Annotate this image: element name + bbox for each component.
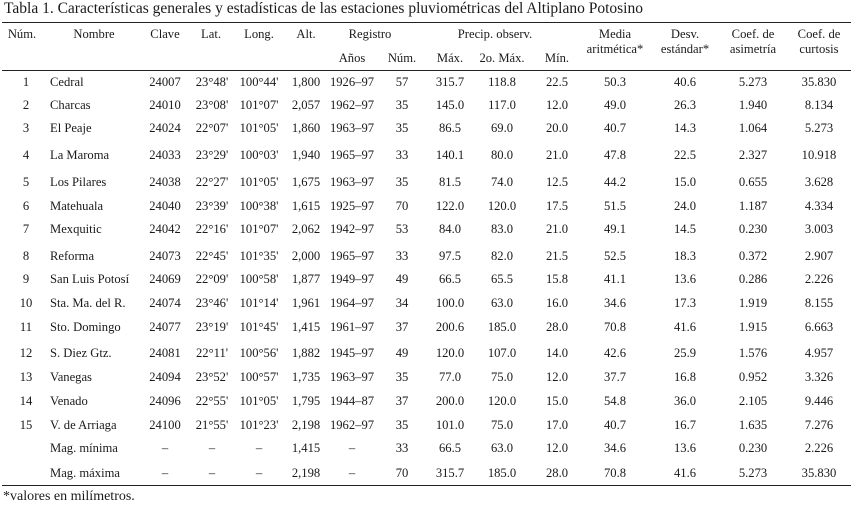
header-curtosis: [798, 27, 841, 57]
cell-media: 40.7: [603, 121, 627, 135]
cell-clave: –: [161, 441, 169, 455]
cell-nombre: Mexquitic: [50, 222, 102, 236]
header-alt: Alt.: [296, 27, 316, 41]
cell-num: 10: [19, 296, 33, 310]
cell-asimetria: 1.635: [738, 418, 768, 432]
cell-min: 20.0: [545, 121, 569, 135]
cell-anos: 1965–97: [329, 249, 375, 263]
cell-media: 70.8: [603, 320, 627, 334]
header-media: [587, 27, 644, 57]
cell-nombre: La Maroma: [50, 148, 110, 162]
cell-anos: 1961–97: [329, 320, 375, 334]
header-asimetria-line2: asimetría: [729, 42, 777, 56]
cell-max: 100.0: [435, 296, 465, 310]
header-nombre: Nombre: [73, 27, 115, 41]
cell-long: 100°44': [239, 75, 279, 89]
cell-nombre: Mag. mínima: [50, 441, 118, 455]
cell-asimetria: 1.064: [738, 121, 768, 135]
cell-registro-num: 37: [395, 394, 409, 408]
header-curtosis-line1: Coef. de: [797, 27, 841, 41]
cell-anos: –: [348, 441, 356, 455]
cell-desv: 17.3: [673, 296, 697, 310]
cell-alt: 1,860: [291, 121, 321, 135]
cell-clave: 24081: [149, 346, 181, 360]
table-caption: Tabla 1. Características generales y estadísticas de las estaciones pluviométricas del Altiplano Potosino: [4, 0, 643, 17]
cell-desv: 41.6: [673, 320, 697, 334]
cell-desv: 14.5: [673, 222, 697, 236]
bottom-rule: [2, 485, 851, 486]
cell-nombre: Los Pilares: [50, 175, 107, 189]
cell-long: 100°38': [239, 199, 279, 213]
cell-clave: 24033: [149, 148, 181, 162]
cell-nombre: Reforma: [50, 249, 95, 263]
cell-registro-num: 35: [395, 98, 409, 112]
cell-num: 2: [22, 98, 30, 112]
header-desv-line2: estándar*: [660, 42, 710, 56]
cell-num: 12: [19, 346, 33, 360]
header-registro: Registro: [348, 27, 392, 41]
cell-anos: 1942–97: [329, 222, 375, 236]
cell-desv: 13.6: [673, 272, 697, 286]
cell-max: 200.0: [435, 394, 465, 408]
header-segundo-max: 2o. Máx.: [479, 51, 525, 65]
cell-media: 34.6: [603, 441, 627, 455]
cell-min: 14.0: [545, 346, 569, 360]
cell-desv: 18.3: [673, 249, 697, 263]
cell-lat: 22°11': [195, 346, 229, 360]
cell-curtosis: 4.957: [804, 346, 834, 360]
cell-alt: 1,735: [291, 370, 321, 384]
cell-segundo-max: 69.0: [490, 121, 514, 135]
cell-desv: 16.7: [673, 418, 697, 432]
cell-registro-num: 57: [395, 75, 409, 89]
cell-media: 49.1: [603, 222, 627, 236]
header-curtosis-line2: curtosis: [799, 42, 839, 56]
cell-long: 100°57': [239, 370, 279, 384]
cell-registro-num: 49: [395, 272, 409, 286]
cell-asimetria: 0.230: [738, 441, 768, 455]
cell-asimetria: 0.372: [738, 249, 768, 263]
cell-segundo-max: 65.5: [490, 272, 514, 286]
cell-lat: 22°45': [195, 249, 229, 263]
cell-desv: 13.6: [673, 441, 697, 455]
cell-lat: 21°55': [195, 418, 229, 432]
cell-desv: 15.0: [673, 175, 697, 189]
cell-nombre: San Luis Potosí: [50, 272, 130, 286]
cell-min: 28.0: [545, 466, 569, 480]
cell-curtosis: 3.003: [804, 222, 834, 236]
cell-max: 145.0: [435, 98, 465, 112]
cell-lat: –: [208, 441, 216, 455]
cell-asimetria: 0.286: [738, 272, 768, 286]
cell-max: 140.1: [435, 148, 465, 162]
cell-media: 54.8: [603, 394, 627, 408]
cell-lat: 23°29': [195, 148, 229, 162]
cell-long: 101°07': [239, 222, 279, 236]
cell-anos: 1944–87: [329, 394, 375, 408]
cell-segundo-max: 185.0: [487, 320, 517, 334]
cell-alt: 1,882: [291, 346, 321, 360]
cell-asimetria: 1.576: [738, 346, 768, 360]
cell-min: 15.8: [545, 272, 569, 286]
cell-clave: 24069: [149, 272, 181, 286]
cell-lat: 23°19': [195, 320, 229, 334]
header-anos: Años: [338, 51, 366, 65]
cell-lat: 22°16': [195, 222, 229, 236]
cell-long: 101°05': [239, 121, 279, 135]
cell-media: 42.6: [603, 346, 627, 360]
cell-desv: 25.9: [673, 346, 697, 360]
cell-clave: 24010: [149, 98, 181, 112]
cell-curtosis: 35.830: [801, 466, 837, 480]
cell-media: 52.5: [603, 249, 627, 263]
cell-long: 101°23': [239, 418, 279, 432]
cell-segundo-max: 120.0: [487, 199, 517, 213]
cell-lat: 23°52': [195, 370, 229, 384]
cell-registro-num: 35: [395, 370, 409, 384]
cell-registro-num: 70: [395, 199, 409, 213]
cell-num: 13: [19, 370, 33, 384]
cell-alt: 2,198: [291, 418, 321, 432]
cell-max: 315.7: [435, 466, 465, 480]
cell-media: 37.7: [603, 370, 627, 384]
cell-nombre: Vanegas: [50, 370, 92, 384]
header-desv: [661, 27, 709, 57]
cell-anos: 1925–97: [329, 199, 375, 213]
header-precip: Precip. observ.: [457, 27, 533, 41]
cell-nombre: Cedral: [50, 75, 84, 89]
cell-curtosis: 3.326: [804, 370, 834, 384]
cell-segundo-max: 118.8: [488, 75, 516, 89]
cell-alt: 1,615: [291, 199, 321, 213]
cell-nombre: V. de Arriaga: [50, 418, 117, 432]
cell-num: 8: [22, 249, 30, 263]
cell-num: 7: [22, 222, 30, 236]
cell-media: 70.8: [603, 466, 627, 480]
header-lat: Lat.: [201, 27, 221, 41]
header-num: Núm.: [7, 27, 37, 41]
header-min: Mín.: [544, 51, 570, 65]
cell-lat: –: [208, 466, 216, 480]
cell-asimetria: 1.187: [738, 199, 768, 213]
cell-desv: 26.3: [673, 98, 697, 112]
cell-long: 101°45': [239, 320, 279, 334]
cell-alt: 1,800: [291, 75, 321, 89]
cell-min: 16.0: [545, 296, 569, 310]
cell-media: 49.0: [603, 98, 627, 112]
cell-num: 6: [22, 199, 30, 213]
cell-media: 47.8: [603, 148, 627, 162]
cell-num: 15: [19, 418, 33, 432]
cell-nombre: Sta. Ma. del R.: [50, 296, 126, 310]
cell-alt: 1,961: [291, 296, 321, 310]
cell-media: 41.1: [603, 272, 627, 286]
cell-num: 5: [22, 175, 30, 189]
cell-long: 100°58': [239, 272, 279, 286]
cell-media: 51.5: [603, 199, 627, 213]
cell-long: 101°05': [239, 394, 279, 408]
cell-clave: 24007: [149, 75, 181, 89]
cell-registro-num: 33: [395, 441, 409, 455]
cell-max: 101.0: [435, 418, 465, 432]
cell-curtosis: 8.155: [804, 296, 834, 310]
cell-alt: 2,000: [291, 249, 321, 263]
cell-curtosis: 10.918: [801, 148, 837, 162]
cell-curtosis: 2.907: [804, 249, 834, 263]
cell-nombre: Mag. máxima: [50, 466, 120, 480]
cell-registro-num: 35: [395, 418, 409, 432]
cell-num: 1: [22, 75, 30, 89]
cell-segundo-max: 63.0: [490, 441, 514, 455]
cell-max: 122.0: [435, 199, 465, 213]
cell-desv: 14.3: [673, 121, 697, 135]
cell-registro-num: 34: [395, 296, 409, 310]
cell-desv: 16.8: [673, 370, 697, 384]
cell-alt: 1,795: [291, 394, 321, 408]
cell-registro-num: 33: [395, 249, 409, 263]
cell-lat: 23°08': [195, 98, 229, 112]
cell-min: 21.0: [545, 222, 569, 236]
cell-desv: 22.5: [673, 148, 697, 162]
cell-nombre: Venado: [50, 394, 88, 408]
cell-clave: 24100: [149, 418, 181, 432]
cell-desv: 24.0: [673, 199, 697, 213]
cell-long: 101°35': [239, 249, 279, 263]
cell-lat: 22°07': [195, 121, 229, 135]
cell-min: 12.0: [545, 98, 569, 112]
cell-lat: 23°39': [195, 199, 229, 213]
cell-max: 66.5: [438, 441, 462, 455]
cell-asimetria: 0.655: [738, 175, 768, 189]
cell-curtosis: 2.226: [804, 272, 834, 286]
cell-curtosis: 3.628: [804, 175, 834, 189]
cell-anos: 1962–97: [329, 98, 375, 112]
header-media-line2: aritmética*: [586, 42, 644, 56]
cell-anos: 1949–97: [329, 272, 375, 286]
cell-alt: 2,057: [291, 98, 321, 112]
cell-min: 15.0: [545, 394, 569, 408]
cell-registro-num: 35: [395, 175, 409, 189]
cell-registro-num: 37: [395, 320, 409, 334]
cell-anos: 1964–97: [329, 296, 375, 310]
cell-anos: 1962–97: [329, 418, 375, 432]
cell-alt: 1,415: [291, 320, 321, 334]
cell-lat: 22°27': [195, 175, 229, 189]
cell-media: 44.2: [603, 175, 627, 189]
cell-asimetria: 5.273: [738, 466, 768, 480]
cell-segundo-max: 75.0: [490, 418, 514, 432]
cell-asimetria: 2.327: [738, 148, 768, 162]
cell-long: 100°03': [239, 148, 279, 162]
header-max: Máx.: [436, 51, 464, 65]
cell-clave: 24024: [149, 121, 181, 135]
cell-registro-num: 33: [395, 148, 409, 162]
cell-min: 17.5: [545, 199, 569, 213]
cell-lat: 22°55': [195, 394, 229, 408]
cell-clave: 24077: [149, 320, 181, 334]
cell-registro-num: 53: [395, 222, 409, 236]
cell-min: 22.5: [545, 75, 569, 89]
cell-max: 97.5: [438, 249, 462, 263]
cell-segundo-max: 185.0: [487, 466, 517, 480]
cell-max: 77.0: [438, 370, 462, 384]
cell-asimetria: 1.940: [738, 98, 768, 112]
cell-segundo-max: 83.0: [490, 222, 514, 236]
cell-segundo-max: 82.0: [490, 249, 514, 263]
cell-clave: 24073: [149, 249, 181, 263]
top-rule: [2, 22, 851, 23]
cell-max: 200.6: [435, 320, 465, 334]
header-clave: Clave: [150, 27, 180, 41]
cell-desv: 41.6: [673, 466, 697, 480]
cell-alt: 1,675: [291, 175, 321, 189]
cell-min: 12.0: [545, 441, 569, 455]
cell-alt: 1,877: [291, 272, 321, 286]
cell-curtosis: 35.830: [801, 75, 837, 89]
cell-asimetria: 2.105: [738, 394, 768, 408]
header-long: Long.: [244, 27, 274, 41]
cell-long: 101°14': [239, 296, 279, 310]
cell-clave: 24040: [149, 199, 181, 213]
cell-num: 4: [22, 148, 30, 162]
cell-max: 66.5: [438, 272, 462, 286]
cell-segundo-max: 63.0: [490, 296, 514, 310]
cell-curtosis: 8.134: [804, 98, 834, 112]
cell-segundo-max: 107.0: [487, 346, 517, 360]
cell-anos: 1926–97: [329, 75, 375, 89]
cell-min: 17.0: [545, 418, 569, 432]
cell-clave: 24042: [149, 222, 181, 236]
cell-asimetria: 1.915: [738, 320, 768, 334]
cell-anos: –: [348, 466, 356, 480]
cell-num: 9: [22, 272, 30, 286]
cell-anos: 1965–97: [329, 148, 375, 162]
header-rule: [2, 70, 851, 71]
cell-segundo-max: 75.0: [490, 370, 514, 384]
cell-clave: 24074: [149, 296, 181, 310]
cell-max: 81.5: [438, 175, 462, 189]
cell-long: 101°05': [239, 175, 279, 189]
cell-segundo-max: 74.0: [490, 175, 514, 189]
cell-anos: 1963–97: [329, 370, 375, 384]
cell-min: 21.0: [545, 148, 569, 162]
header-asimetria: [730, 27, 776, 57]
cell-registro-num: 35: [395, 121, 409, 135]
cell-num: 11: [19, 320, 33, 334]
cell-long: 101°07': [239, 98, 279, 112]
cell-alt: 2,198: [291, 466, 321, 480]
cell-nombre: Charcas: [50, 98, 91, 112]
cell-curtosis: 4.334: [804, 199, 834, 213]
cell-anos: 1945–97: [329, 346, 375, 360]
cell-asimetria: 0.952: [738, 370, 768, 384]
cell-alt: 1,940: [291, 148, 321, 162]
cell-anos: 1963–97: [329, 175, 375, 189]
cell-nombre: S. Diez Gtz.: [50, 346, 112, 360]
cell-lat: 23°48': [195, 75, 229, 89]
cell-lat: 23°46': [195, 296, 229, 310]
cell-long: –: [255, 441, 263, 455]
cell-segundo-max: 117.0: [488, 98, 516, 112]
cell-num: 14: [19, 394, 33, 408]
header-asimetria-line1: Coef. de: [731, 27, 775, 41]
cell-nombre: Sto. Domingo: [50, 320, 121, 334]
cell-nombre: Matehuala: [50, 199, 104, 213]
cell-curtosis: 7.276: [804, 418, 834, 432]
footnote: *valores en milímetros.: [3, 489, 135, 504]
cell-long: 100°56': [239, 346, 279, 360]
cell-media: 40.7: [603, 418, 627, 432]
cell-min: 21.5: [545, 249, 569, 263]
cell-nombre: El Peaje: [50, 121, 92, 135]
cell-clave: 24096: [149, 394, 181, 408]
cell-asimetria: 0.230: [738, 222, 768, 236]
cell-desv: 36.0: [673, 394, 697, 408]
cell-curtosis: 5.273: [804, 121, 834, 135]
cell-media: 34.6: [603, 296, 627, 310]
cell-alt: 2,062: [291, 222, 321, 236]
cell-clave: 24094: [149, 370, 181, 384]
cell-curtosis: 2.226: [804, 441, 834, 455]
cell-curtosis: 9.446: [804, 394, 834, 408]
header-media-line1: Media: [598, 27, 632, 41]
cell-registro-num: 49: [395, 346, 409, 360]
cell-desv: 40.6: [673, 75, 697, 89]
cell-min: 12.5: [545, 175, 569, 189]
cell-media: 50.3: [603, 75, 627, 89]
cell-anos: 1963–97: [329, 121, 375, 135]
cell-max: 86.5: [438, 121, 462, 135]
cell-asimetria: 5.273: [738, 75, 768, 89]
cell-num: 3: [22, 121, 30, 135]
cell-min: 28.0: [545, 320, 569, 334]
cell-lat: 22°09': [195, 272, 229, 286]
cell-long: –: [255, 466, 263, 480]
cell-registro-num: 70: [395, 466, 409, 480]
cell-max: 120.0: [435, 346, 465, 360]
cell-clave: 24038: [149, 175, 181, 189]
cell-curtosis: 6.663: [804, 320, 834, 334]
cell-segundo-max: 120.0: [487, 394, 517, 408]
cell-max: 84.0: [438, 222, 462, 236]
cell-max: 315.7: [435, 75, 465, 89]
cell-segundo-max: 80.0: [490, 148, 514, 162]
cell-asimetria: 1.919: [738, 296, 768, 310]
cell-alt: 1,415: [291, 441, 321, 455]
header-registro-num: Núm.: [387, 51, 417, 65]
header-desv-line1: Desv.: [670, 27, 700, 41]
cell-min: 12.0: [545, 370, 569, 384]
cell-clave: –: [161, 466, 169, 480]
